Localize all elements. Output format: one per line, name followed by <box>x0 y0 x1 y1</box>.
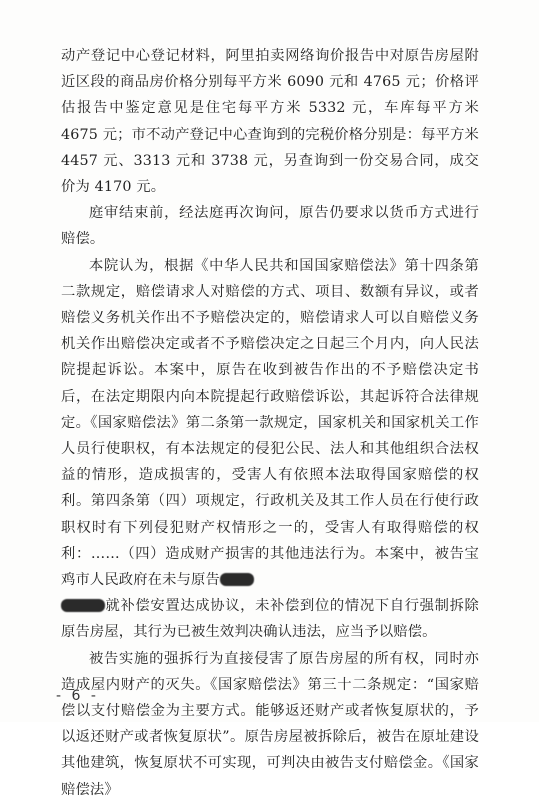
paragraph <box>61 200 479 252</box>
paragraph <box>61 43 479 200</box>
redaction-mark <box>220 573 254 586</box>
document-body <box>61 43 479 803</box>
page-number: - 6 - <box>56 688 99 704</box>
paragraph-text: 就补偿安置达成协议，未补偿到位的情况下自行强制拆除原告房屋，其行为已被生效判决确认违法，应当予以赔偿。 <box>61 598 479 641</box>
paragraph-text: 庭审结束前，经法庭再次询问，原告仍要求以货币方式进行赔偿。 <box>61 205 479 248</box>
paragraph-text: 动产登记中心登记材料，阿里拍卖网络询价报告中对原告房屋附近区段的商品房价格分别每平方米 6090 元和 4765 元；价格评估报告中鉴定意见是住宅每平方米 5332 元，车库每平方米 4675 元；市不动产登记中心查询到的完税价格分别是：每平方米 4457 元、3313 元和 3738 元，另查询到一份交易合同，成交价为 4170 元。 <box>61 48 479 196</box>
paragraph <box>61 646 479 803</box>
redaction-mark <box>61 599 105 612</box>
paragraph-text: 本院认为，根据《中华人民共和国国家赔偿法》第十四条第二款规定，赔偿请求人对赔偿的方式、项目、数额有异议，或者赔偿义务机关作出不予赔偿决定的，赔偿请求人可以自赔偿义务机关作出赔偿决定或者不予赔偿决定之日起三个月内，向人民法院提起诉讼。本案中，原告在收到被告作出的不予赔偿决定书后，在法定期限内向本院提起行政赔偿诉讼，其起诉符合法律规定。《国家赔偿法》第二条第一款规定，国家机关和国家机关工作人员行使职权，有本法规定的侵犯公民、法人和其他组织合法权益的情形，造成损害的，受害人有依照本法取得国家赔偿的权利。第四条第（四）项规定，行政机关及其工作人员在行使行政职权时有下列侵犯财产权情形之一的，受害人有取得赔偿的权利：……（四）造成财产损害的其他违法行为。本案中，被告宝鸡市人民政府在未与原告 <box>61 257 479 589</box>
paragraph <box>61 253 479 646</box>
paragraph-text: 被告实施的强拆行为直接侵害了原告房屋的所有权，同时亦造成屋内财产的灭失。《国家赔偿法》第三十二条规定：“国家赔偿以支付赔偿金为主要方式。能够返还财产或者恢复原状的，予以返还财产或者恢复原状”。原告房屋被拆除后，被告在原址建设其他建筑，恢复原状不可实现，可判决由被告支付赔偿金。《国家赔偿法》 <box>61 650 479 798</box>
